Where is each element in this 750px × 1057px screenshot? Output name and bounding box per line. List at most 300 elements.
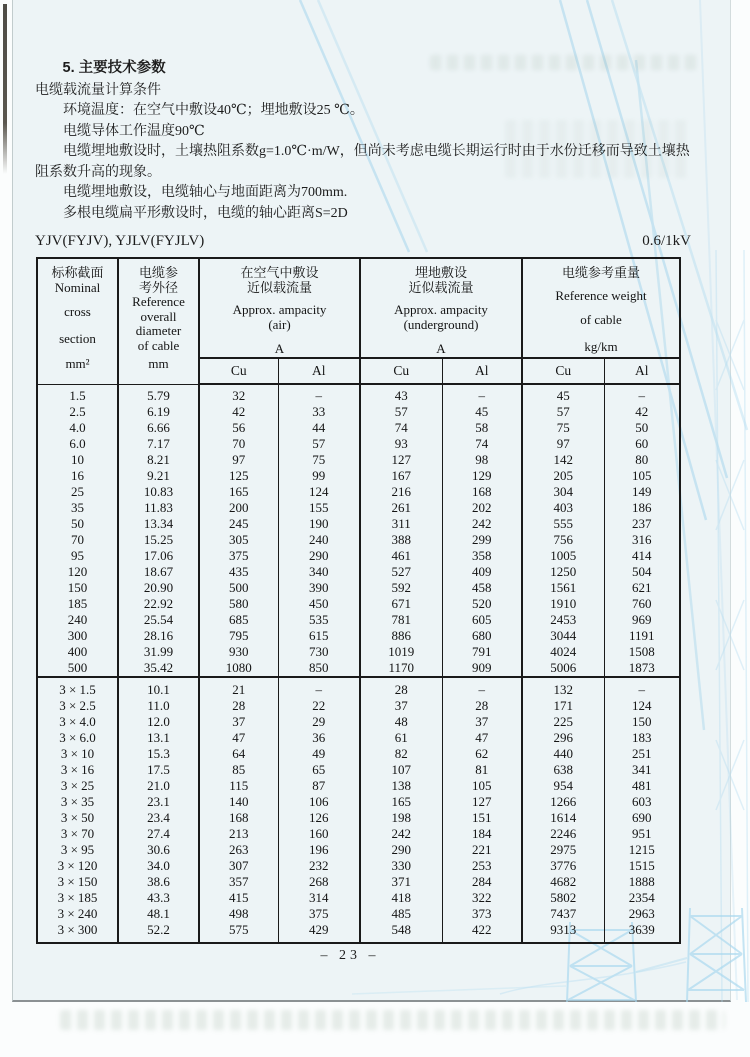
table-cell: 95 [71, 548, 84, 563]
table-cell: 330 [360, 858, 442, 874]
header-text: 考外径 [138, 279, 178, 295]
table-cell: 10.1 [118, 677, 199, 698]
table-cell: 62 [442, 746, 522, 762]
table-cell: 954 [522, 778, 604, 794]
table-row [37, 762, 680, 778]
table-cell: 124 [604, 698, 680, 714]
table-cell: 124 [278, 484, 360, 500]
header-unit: A [274, 341, 285, 356]
table-cell: 120 [67, 564, 88, 579]
table-cell: 1170 [360, 660, 442, 677]
table-cell: 142 [522, 452, 604, 468]
table-cell: 284 [442, 874, 522, 890]
cable-type-label: YJV(FYJV), YJLV(FYJLV) [35, 233, 205, 249]
table-cell: 422 [442, 922, 522, 943]
table-cell: 132 [522, 677, 604, 698]
table-row [37, 452, 680, 468]
table-cell: 23.4 [118, 810, 199, 826]
header-text: (underground) [403, 316, 479, 332]
table-cell: 3 × 240 [57, 906, 98, 921]
table-cell: 268 [278, 874, 360, 890]
table-cell: 7.17 [118, 436, 199, 452]
table-cell: 25.54 [118, 612, 199, 628]
table-row [37, 810, 680, 826]
table-cell: – [604, 677, 680, 698]
table-row [37, 580, 680, 596]
table-cell: 126 [278, 810, 360, 826]
table-cell: 1515 [604, 858, 680, 874]
table-cell: 165 [199, 484, 278, 500]
table-cell: 304 [522, 484, 604, 500]
table-cell: 52.2 [118, 922, 199, 943]
table-cell: – [442, 677, 522, 698]
table-cell: 160 [278, 826, 360, 842]
table-cell: 458 [442, 580, 522, 596]
table-cell: 358 [442, 548, 522, 564]
table-cell: 48.1 [118, 906, 199, 922]
header-text: 在空气中敷设 [240, 265, 319, 280]
table-cell: 202 [442, 500, 522, 516]
table-cell: 6.66 [118, 420, 199, 436]
table-cell: 450 [278, 596, 360, 612]
table-cell: 28 [442, 698, 522, 714]
table-cell: 28 [360, 677, 442, 698]
header-reference-diameter [118, 258, 199, 384]
table-cell: 886 [360, 628, 442, 644]
table-cell: 9.21 [118, 468, 199, 484]
table-cell: 3 × 6.0 [59, 730, 96, 745]
table-row [37, 384, 680, 404]
header-text: cross [64, 304, 91, 319]
table-cell: 200 [199, 500, 278, 516]
table-row [37, 746, 680, 762]
table-cell: 8.21 [118, 452, 199, 468]
table-cell: 909 [442, 660, 522, 677]
table-cell: 47 [199, 730, 278, 746]
table-cell: 60 [604, 436, 680, 452]
table-row [37, 484, 680, 500]
table-cell: 10 [71, 452, 84, 467]
table-cell: 7437 [522, 906, 604, 922]
table-cell: 3 × 50 [60, 810, 95, 825]
table-cell: 37 [442, 714, 522, 730]
table-cell: 263 [199, 842, 278, 858]
table-cell: 3 × 95 [60, 842, 95, 857]
table-cell: 575 [199, 922, 278, 943]
table-cell: 1191 [604, 628, 680, 644]
table-cell: 16 [71, 468, 84, 483]
table-cell: 129 [442, 468, 522, 484]
intro-line: 多根电缆扁平形敷设时，电缆的轴心距离S=2D [63, 205, 348, 221]
table-cell: 45 [442, 404, 522, 420]
table-cell: 61 [360, 730, 442, 746]
table-cell: 196 [278, 842, 360, 858]
ghost-text-smudge [60, 1010, 725, 1030]
table-cell: 251 [604, 746, 680, 762]
table-cell: 400 [67, 644, 88, 659]
table-cell: 690 [604, 810, 680, 826]
table-cell: 388 [360, 532, 442, 548]
table-cell: 98 [442, 452, 522, 468]
table-cell: 373 [442, 906, 522, 922]
table-cell: 1873 [604, 660, 680, 677]
table-cell: 45 [522, 384, 604, 404]
table-cell: 795 [199, 628, 278, 644]
table-cell: 150 [67, 580, 88, 595]
table-cell: 9313 [522, 922, 604, 943]
table-cell: 105 [442, 778, 522, 794]
table-cell: 34.0 [118, 858, 199, 874]
table-cell: 4.0 [69, 420, 86, 435]
table-row [37, 404, 680, 420]
table-cell: 3044 [522, 628, 604, 644]
table-cell: – [604, 384, 680, 404]
table-cell: 1250 [522, 564, 604, 580]
table-cell: 232 [278, 858, 360, 874]
header-text: Approx. ampacity [232, 302, 327, 317]
table-cell: 106 [278, 794, 360, 810]
table-cell: 3 × 185 [57, 890, 98, 905]
table-cell: 17.06 [118, 548, 199, 564]
voltage-rating-label: 0.6/1kV [642, 233, 691, 249]
table-cell: 57 [360, 404, 442, 420]
table-cell: 165 [360, 794, 442, 810]
table-cell: 418 [360, 890, 442, 906]
table-row [37, 730, 680, 746]
cable-spec-table [36, 257, 681, 944]
table-row [37, 698, 680, 714]
table-cell: 35.42 [118, 660, 199, 677]
table-cell: 6.19 [118, 404, 199, 420]
table-cell: 183 [604, 730, 680, 746]
table-cell: 65 [278, 762, 360, 778]
table-cell: 184 [442, 826, 522, 842]
section-title: 5. 主要技术参数 [62, 60, 166, 76]
table-cell: 42 [199, 404, 278, 420]
table-row [37, 612, 680, 628]
table-row [37, 596, 680, 612]
table-cell: 168 [199, 810, 278, 826]
subheader-al: Al [278, 358, 360, 384]
table-cell: 375 [199, 548, 278, 564]
table-cell: 97 [199, 452, 278, 468]
table-cell: 11.83 [118, 500, 199, 516]
table-cell: 4682 [522, 874, 604, 890]
table-cell: 290 [360, 842, 442, 858]
table-caption [35, 233, 691, 250]
table-cell: 311 [360, 516, 442, 532]
table-cell: 781 [360, 612, 442, 628]
header-text: 标称截面 [51, 265, 104, 280]
table-cell: 198 [360, 810, 442, 826]
table-cell: 48 [360, 714, 442, 730]
table-cell: 240 [67, 612, 88, 627]
table-cell: 638 [522, 762, 604, 778]
table-cell: 13.1 [118, 730, 199, 746]
table-cell: 603 [604, 794, 680, 810]
header-text: overall [140, 308, 177, 324]
header-text: of cable [137, 337, 180, 353]
table-row [37, 564, 680, 580]
table-cell: 5802 [522, 890, 604, 906]
table-cell: 149 [604, 484, 680, 500]
table-cell: 15.3 [118, 746, 199, 762]
header-text: Approx. ampacity [394, 302, 488, 317]
table-cell: 555 [522, 516, 604, 532]
table-row [37, 516, 680, 532]
table-cell: 33 [278, 404, 360, 420]
table-row [37, 874, 680, 890]
table-cell: 290 [278, 548, 360, 564]
table-cell: 115 [199, 778, 278, 794]
table-cell: 307 [199, 858, 278, 874]
table-cell: 44 [278, 420, 360, 436]
header-text: 电缆参考重量 [561, 265, 640, 280]
table-cell: 371 [360, 874, 442, 890]
table-cell: 1.5 [69, 387, 86, 403]
table-cell: 1080 [199, 660, 278, 677]
table-row [37, 548, 680, 564]
header-text: 埋地敷设 [414, 265, 467, 280]
header-text: 近似载流量 [408, 279, 474, 295]
table-cell: 504 [604, 564, 680, 580]
table-cell: 299 [442, 532, 522, 548]
table-cell: 57 [278, 436, 360, 452]
subheader-al: Al [604, 358, 680, 384]
table-cell: 414 [604, 548, 680, 564]
table-cell: 253 [442, 858, 522, 874]
table-cell: 138 [360, 778, 442, 794]
page-number: – 23 – [320, 948, 380, 963]
table-row [37, 826, 680, 842]
table-cell: 17.5 [118, 762, 199, 778]
header-text: Reference weight [555, 287, 647, 303]
table-cell: 171 [522, 698, 604, 714]
table-cell: 127 [360, 452, 442, 468]
table-cell: 500 [67, 660, 88, 675]
subheader-cu: Cu [360, 358, 442, 384]
table-cell: 520 [442, 596, 522, 612]
table-cell: 225 [522, 714, 604, 730]
table-cell: 341 [604, 762, 680, 778]
header-ampacity-air [199, 258, 360, 358]
table-row [37, 420, 680, 436]
table-row [37, 500, 680, 516]
table-row [37, 644, 680, 660]
header-text: Nominal [54, 279, 101, 295]
table-cell: 190 [278, 516, 360, 532]
header-text: section [59, 330, 96, 346]
table-cell: 93 [360, 436, 442, 452]
table-cell: 850 [278, 660, 360, 677]
table-cell: 2453 [522, 612, 604, 628]
table-cell: 2354 [604, 890, 680, 906]
table-cell: 760 [604, 596, 680, 612]
table-body [37, 384, 680, 943]
table-cell: 580 [199, 596, 278, 612]
table-cell: 97 [522, 436, 604, 452]
table-cell: 316 [604, 532, 680, 548]
header-ampacity-underground [360, 258, 522, 358]
table-cell: 74 [442, 436, 522, 452]
table-cell: 527 [360, 564, 442, 580]
table-cell: 1508 [604, 644, 680, 660]
table-cell: 3 × 2.5 [59, 698, 96, 713]
table-cell: 27.4 [118, 826, 199, 842]
table-cell: 20.90 [118, 580, 199, 596]
table-cell: 242 [442, 516, 522, 532]
table-cell: 35 [71, 500, 84, 515]
table-cell: 237 [604, 516, 680, 532]
table-row [37, 794, 680, 810]
table-row [37, 906, 680, 922]
subheader-cu: Cu [522, 358, 604, 384]
table-cell: 305 [199, 532, 278, 548]
table-cell: 30.6 [118, 842, 199, 858]
table-cell: 1266 [522, 794, 604, 810]
table-row [37, 858, 680, 874]
table-cell: 605 [442, 612, 522, 628]
table-cell: 31.99 [118, 644, 199, 660]
table-cell: 4024 [522, 644, 604, 660]
table-cell: 242 [360, 826, 442, 842]
table-cell: 37 [199, 714, 278, 730]
intro-text [35, 58, 697, 224]
table-cell: 791 [442, 644, 522, 660]
table-cell: 213 [199, 826, 278, 842]
table-cell: 615 [278, 628, 360, 644]
table-cell: 57 [522, 404, 604, 420]
table-cell: 50 [71, 516, 84, 531]
table-cell: 28.16 [118, 628, 199, 644]
table-cell: 1215 [604, 842, 680, 858]
table-cell: 11.0 [118, 698, 199, 714]
table-cell: 500 [199, 580, 278, 596]
table-cell: 75 [278, 452, 360, 468]
table-cell: 80 [604, 452, 680, 468]
table-row [37, 714, 680, 730]
table-cell: 3 × 35 [60, 794, 95, 809]
table-cell: 245 [199, 516, 278, 532]
header-text: Reference [132, 294, 185, 309]
table-cell: 440 [522, 746, 604, 762]
table-cell: 3 × 4.0 [59, 714, 96, 729]
table-cell: 485 [360, 906, 442, 922]
table-cell: 685 [199, 612, 278, 628]
table-row [37, 468, 680, 484]
table-cell: 240 [278, 532, 360, 548]
table-cell: 125 [199, 468, 278, 484]
table-row [37, 677, 680, 698]
table-cell: 3776 [522, 858, 604, 874]
table-row [37, 842, 680, 858]
table-row [37, 532, 680, 548]
table-cell: 10.83 [118, 484, 199, 500]
subheader-al: Al [442, 358, 522, 384]
table-cell: 168 [442, 484, 522, 500]
table-cell: 3 × 1.5 [37, 677, 118, 698]
table-cell: – [278, 677, 360, 698]
table-cell: 151 [442, 810, 522, 826]
table-cell: 1019 [360, 644, 442, 660]
table-row [37, 922, 680, 943]
header-text: 电缆参 [138, 265, 178, 280]
table-cell: 43.3 [118, 890, 199, 906]
intro-line: 环境温度：在空气中敷设40℃；埋地敷设25 ℃。 [63, 103, 364, 118]
table-cell: 951 [604, 826, 680, 842]
table-cell: 205 [522, 468, 604, 484]
table-cell: 1005 [522, 548, 604, 564]
table-cell: 621 [604, 580, 680, 596]
table-cell: 127 [442, 794, 522, 810]
table-row [37, 890, 680, 906]
table-cell: 70 [199, 436, 278, 452]
table-cell: 107 [360, 762, 442, 778]
table-cell: 99 [278, 468, 360, 484]
table-cell: 216 [360, 484, 442, 500]
table-cell: 3 × 10 [60, 746, 95, 761]
intro-line: 电缆埋地敷设，电缆轴心与地面距离为700mm. [63, 185, 348, 200]
table-cell: 25 [71, 484, 84, 499]
table-cell: 29 [278, 714, 360, 730]
table-cell: 930 [199, 644, 278, 660]
header-unit: A [436, 341, 446, 356]
table-cell: 186 [604, 500, 680, 516]
table-cell: 82 [360, 746, 442, 762]
table-cell: 1561 [522, 580, 604, 596]
table-cell: 3 × 300 [57, 922, 98, 937]
table-cell: 535 [278, 612, 360, 628]
table-cell: 3639 [604, 922, 680, 943]
spec-table-wrap [36, 257, 681, 944]
header-unit: mm [148, 356, 169, 371]
table-cell: 481 [604, 778, 680, 794]
header-text: diameter [135, 323, 182, 338]
table-cell: 730 [278, 644, 360, 660]
table-cell: 50 [604, 420, 680, 436]
table-cell: 15.25 [118, 532, 199, 548]
table-cell: 671 [360, 596, 442, 612]
table-cell: 23.1 [118, 794, 199, 810]
table-cell: 37 [360, 698, 442, 714]
table-cell: 2975 [522, 842, 604, 858]
table-cell: 340 [278, 564, 360, 580]
table-cell: 155 [278, 500, 360, 516]
table-cell: 81 [442, 762, 522, 778]
table-cell: 28 [199, 698, 278, 714]
table-cell: 13.34 [118, 516, 199, 532]
table-cell: 12.0 [118, 714, 199, 730]
table-cell: 22.92 [118, 596, 199, 612]
table-cell: 64 [199, 746, 278, 762]
table-cell: 3 × 25 [60, 778, 95, 793]
table-cell: 1614 [522, 810, 604, 826]
table-row [37, 628, 680, 644]
table-cell: 38.6 [118, 874, 199, 890]
table-cell: 322 [442, 890, 522, 906]
subheader-cu: Cu [199, 358, 278, 384]
table-cell: 3 × 150 [57, 874, 98, 889]
intro-line: 电缆埋地敷设时，土壤热阻系数g=1.0℃·m/W，但尚未考虑电缆长期运行时由于水份迁移而导致土壤热阻系数升高的现象。 [35, 144, 690, 180]
table-cell: 42 [604, 404, 680, 420]
table-cell: 221 [442, 842, 522, 858]
table-cell: 415 [199, 890, 278, 906]
table-cell: 261 [360, 500, 442, 516]
table-cell: 56 [199, 420, 278, 436]
table-cell: 429 [278, 922, 360, 943]
table-cell: 49 [278, 746, 360, 762]
table-cell: 680 [442, 628, 522, 644]
